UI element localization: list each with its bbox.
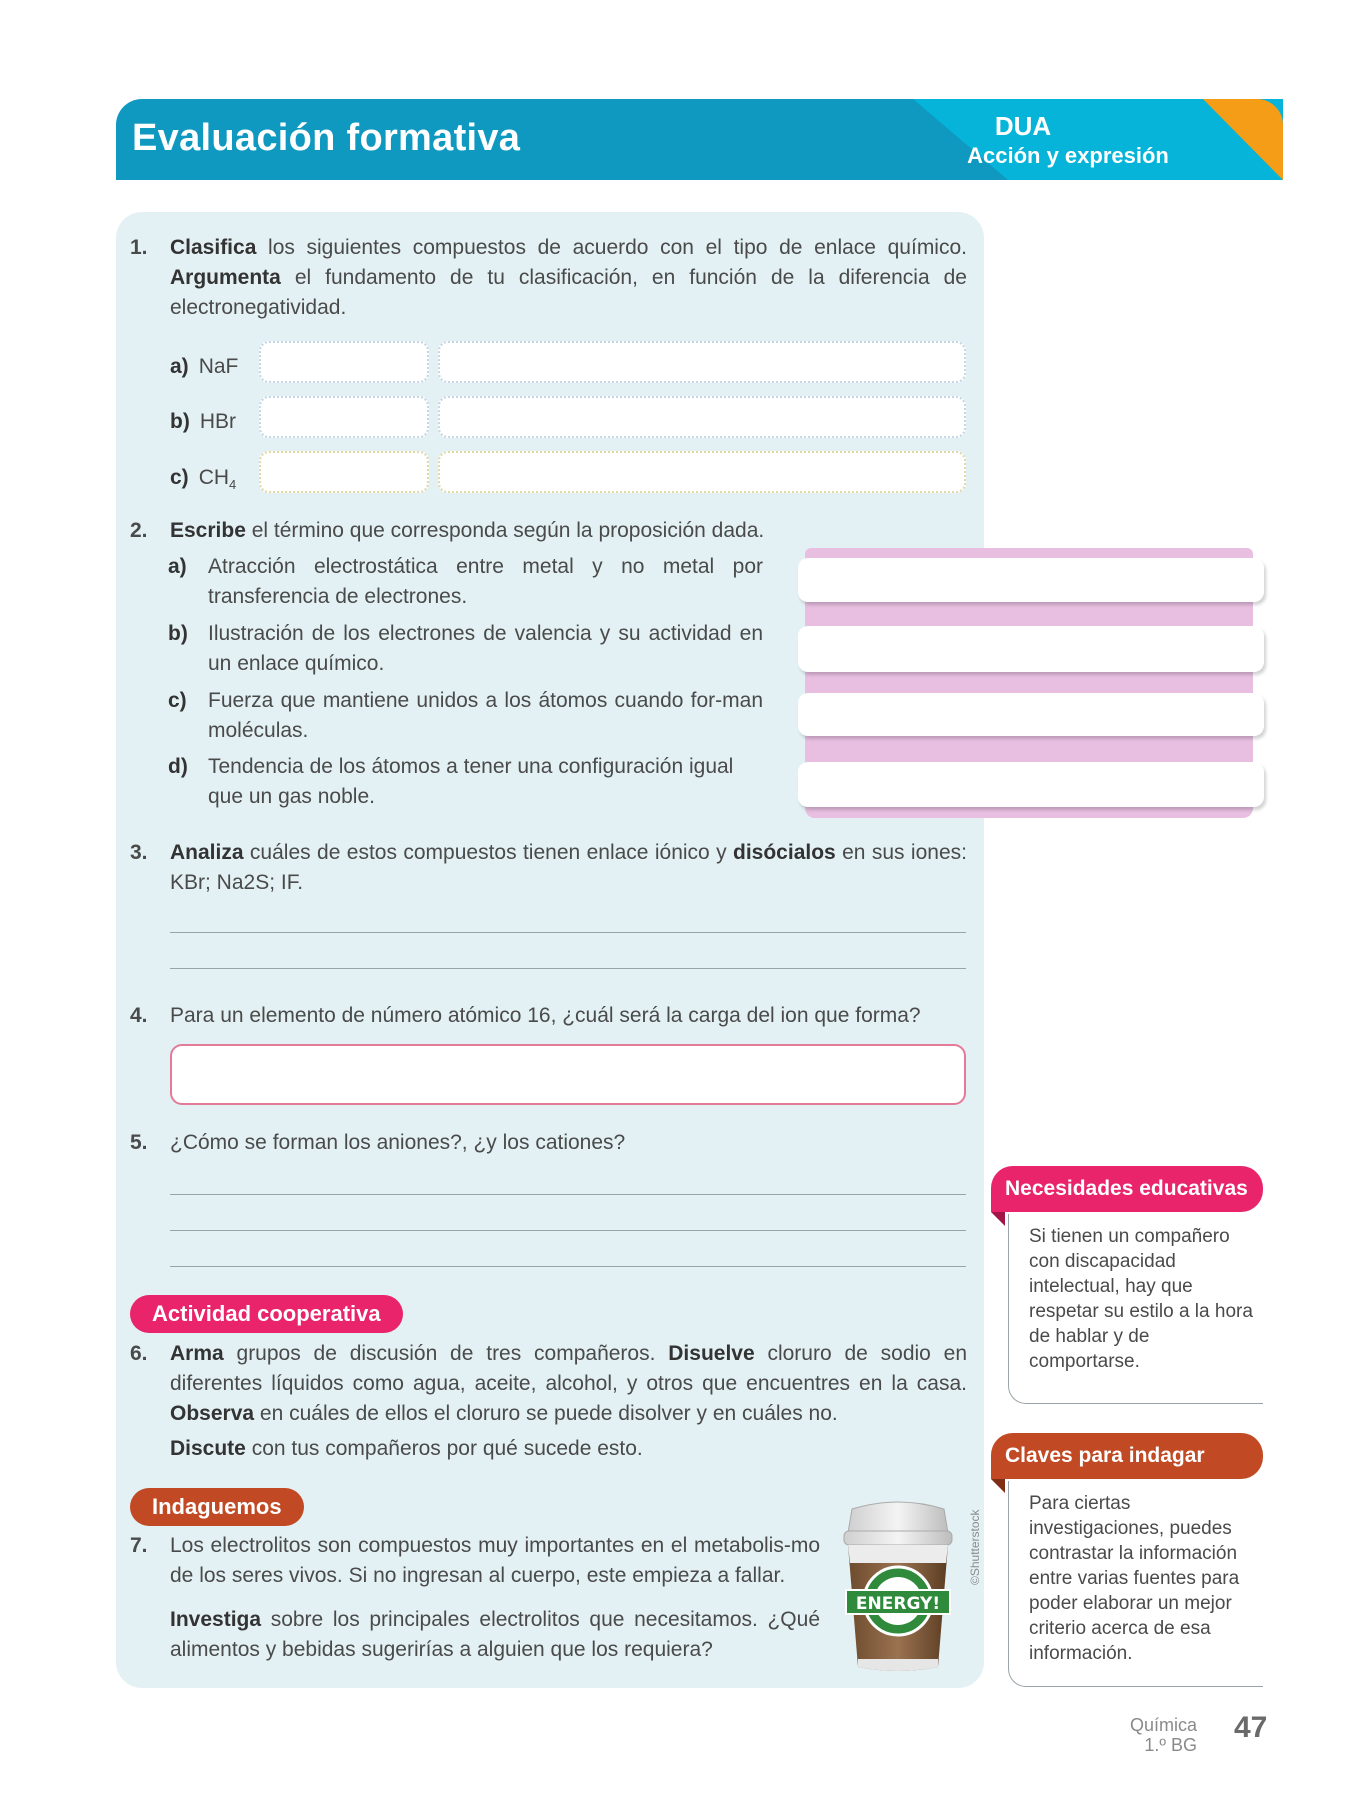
question-number: 1.	[130, 236, 148, 259]
q1-c-argument-field[interactable]	[438, 451, 966, 493]
q1-text-2: el fundamento de tu clasificación, en función de la diferencia de electronegatividad.	[170, 266, 967, 319]
q3-text-2: en sus iones: KBr; Na2S; IF.	[170, 841, 967, 894]
item-letter: b)	[170, 410, 190, 433]
q1-verb-1: Clasifica	[170, 236, 257, 259]
q5-answer-line-3[interactable]	[170, 1266, 966, 1267]
q1-a-argument-field[interactable]	[438, 341, 966, 383]
q6-text-3: en cuáles de ellos el cloruro se puede disolver y en cuáles no.	[254, 1402, 838, 1425]
q6-text-2: cloruro de sodio en diferentes líquidos como agua, aceite, alcohol, y otros que encuentres en la casa.	[170, 1342, 968, 1395]
q2-item-d	[168, 752, 768, 812]
q1-item-a	[170, 355, 238, 379]
side-box-educational-needs-body: Si tienen un compañero con discapacidad intelectual, hay que respetar su estilo a la hora de hablar y de comportarse.	[1008, 1214, 1263, 1404]
q2-item-a	[168, 552, 763, 612]
q4-answer-field[interactable]	[170, 1044, 966, 1105]
q1-c-bond-type-field[interactable]	[259, 451, 429, 493]
question-number: 7.	[130, 1534, 148, 1557]
side-box-educational-needs-title: Necesidades educativas	[991, 1166, 1263, 1212]
item-letter: b)	[168, 622, 188, 645]
q3-answer-line-2[interactable]	[170, 968, 966, 969]
q3-text-1: cuáles de estos compuestos tienen enlace iónico y	[243, 841, 734, 864]
q6-text-1: grupos de discusión de tres compañeros.	[223, 1342, 669, 1365]
item-text: Tendencia de los átomos a tener una configuración igual que un gas noble.	[208, 755, 734, 808]
q7-text-2: sobre los principales electrolitos que necesitamos. ¿Qué alimentos y bebidas sugerirías a alguien que los requiera?	[170, 1608, 820, 1661]
item-text: Ilustración de los electrones de valencia y su actividad en un enlace químico.	[208, 622, 763, 675]
item-formula: NaF	[198, 355, 239, 378]
q1-verb-2: Argumenta	[170, 266, 281, 289]
dua-title: DUA	[994, 111, 1052, 141]
inquire-label: Indaguemos	[130, 1488, 304, 1526]
energy-drink-cup-image	[838, 1497, 958, 1673]
q1-item-b	[170, 410, 236, 434]
q2-answer-c-field[interactable]	[798, 693, 1264, 736]
q2-answer-d-field[interactable]	[798, 762, 1264, 807]
q4-text: Para un elemento de número atómico 16, ¿cuál será la carga del ion que forma?	[170, 1004, 921, 1027]
item-letter: c)	[168, 689, 187, 712]
q3-verb-2: disócialos	[733, 841, 836, 864]
q5-answer-line-1[interactable]	[170, 1194, 966, 1195]
item-letter: a)	[170, 355, 189, 378]
section-header	[116, 99, 1283, 180]
question-number: 5.	[130, 1131, 148, 1154]
q7-verb: Investiga	[170, 1608, 262, 1631]
question-1	[130, 233, 967, 323]
question-number: 3.	[130, 841, 148, 864]
question-4	[130, 1001, 967, 1031]
q6-verb-4: Discute	[170, 1437, 246, 1460]
q6-text-4: con tus compañeros por qué sucede esto.	[245, 1437, 643, 1460]
side-box-notch	[991, 1212, 1005, 1226]
question-6	[130, 1339, 968, 1429]
question-7	[130, 1531, 820, 1591]
item-letter: a)	[168, 555, 187, 578]
item-text: Fuerza que mantiene unidos a los átomos cuando for-man moléculas.	[208, 689, 763, 742]
cup-label-text: ENERGY!	[855, 1594, 941, 1614]
item-formula: HBr	[199, 410, 236, 433]
q2-answer-a-field[interactable]	[798, 558, 1264, 602]
side-box-notch	[991, 1479, 1005, 1493]
item-text: Atracción electrostática entre metal y no metal por transferencia de electrones.	[208, 555, 763, 608]
side-box-research-keys-title: Claves para indagar	[991, 1433, 1263, 1479]
q1-text-1: los siguientes compuestos de acuerdo con el tipo de enlace químico.	[256, 236, 967, 259]
q2-item-c	[168, 686, 763, 746]
question-number: 6.	[130, 1342, 148, 1365]
q6-verb-2: Disuelve	[668, 1342, 755, 1365]
question-2	[130, 516, 967, 546]
q3-verb-1: Analiza	[170, 841, 244, 864]
q1-b-bond-type-field[interactable]	[259, 396, 429, 438]
question-5	[130, 1128, 967, 1158]
q1-b-argument-field[interactable]	[438, 396, 966, 438]
page-title: Evaluación formativa	[132, 117, 521, 159]
question-7-investigate	[170, 1605, 820, 1665]
q6-verb-1: Arma	[170, 1342, 224, 1365]
question-6-discuss	[170, 1434, 967, 1464]
q7-text-1: Los electrolitos son compuestos muy importantes en el metabolis-mo de los seres vivos. Si no ingresan al cuerpo, este empieza a fallar.	[170, 1534, 820, 1587]
q2-answer-b-field[interactable]	[798, 626, 1264, 672]
footer-subject-name: Química	[1129, 1715, 1197, 1735]
question-number: 2.	[130, 519, 148, 542]
q1-a-bond-type-field[interactable]	[259, 341, 429, 383]
q2-text: el término que corresponda según la proposición dada.	[245, 519, 765, 542]
side-box-research-keys-body: Para ciertas investigaciones, puedes contrastar la información entre varias fuentes para poder elaborar un mejor criterio acerca de esa información.	[1008, 1481, 1263, 1687]
footer-grade: 1.º BG	[1144, 1735, 1197, 1755]
item-letter: d)	[168, 755, 188, 778]
q6-verb-3: Observa	[170, 1402, 255, 1425]
q5-answer-line-2[interactable]	[170, 1230, 966, 1231]
page-number: 47	[1234, 1711, 1268, 1744]
q3-answer-line-1[interactable]	[170, 932, 966, 933]
q5-text: ¿Cómo se forman los aniones?, ¿y los cationes?	[170, 1131, 626, 1154]
item-formula-subscript: 4	[229, 477, 237, 493]
image-credit: ©Shutterstock	[968, 1509, 982, 1585]
question-number: 4.	[130, 1004, 148, 1027]
footer-subject	[1112, 1715, 1197, 1755]
item-letter: c)	[170, 466, 189, 489]
q2-verb: Escribe	[170, 519, 246, 542]
q1-item-c	[170, 466, 236, 492]
q2-item-b	[168, 619, 763, 679]
item-formula: CH	[198, 466, 230, 489]
cooperative-activity-label: Actividad cooperativa	[130, 1295, 403, 1333]
question-3	[130, 838, 967, 898]
dua-subtitle: Acción y expresión	[967, 143, 1169, 168]
